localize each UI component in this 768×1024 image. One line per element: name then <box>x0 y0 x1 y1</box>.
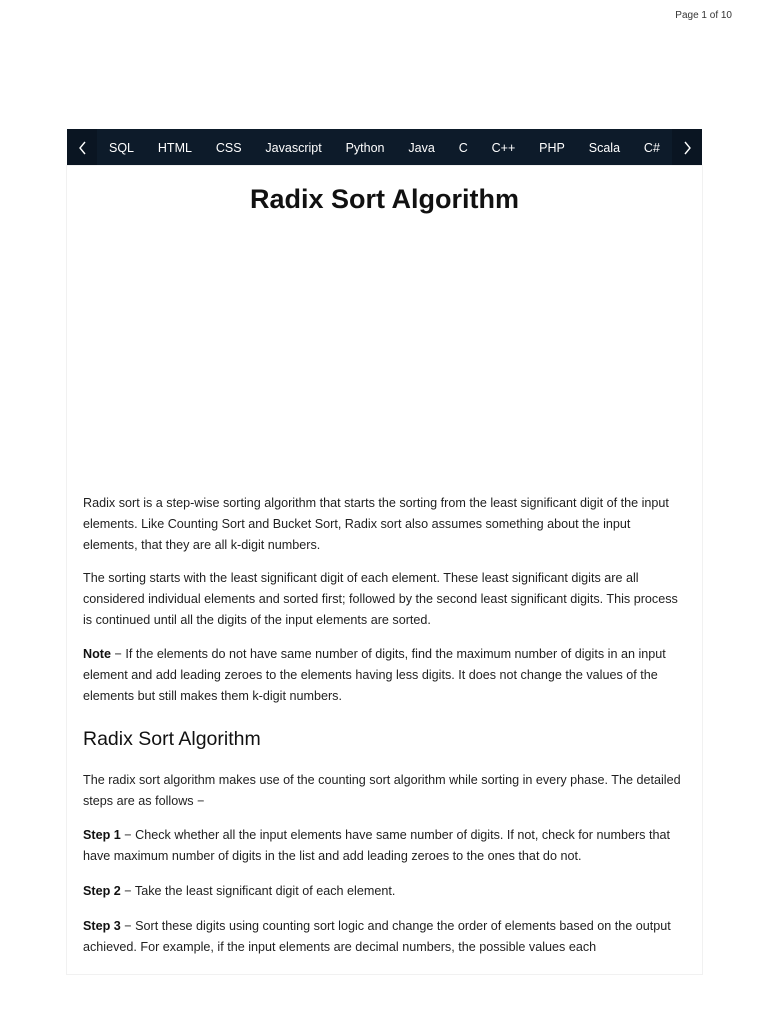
ad-placeholder <box>83 236 686 476</box>
article-content <box>67 166 702 974</box>
step-text: − Check whether all the input elements have same number of digits. If not, check for numbers that have maximum number of digits in the list and add leading zeroes to the ones that do not. <box>83 828 670 863</box>
section-heading: Radix Sort Algorithm <box>83 728 261 750</box>
note-text: − If the elements do not have same number of digits, find the maximum number of digits in an input element and add leading zeroes to the elements having less digits. It does not change the values of the elements but still makes them k-digit numbers. <box>83 647 666 703</box>
step-2 <box>83 881 683 902</box>
note-label: Note <box>83 647 111 661</box>
nav-item-javascript[interactable]: Javascript <box>265 140 322 155</box>
language-nav-bar <box>67 129 702 166</box>
chevron-right-icon[interactable] <box>672 129 702 166</box>
nav-item-python[interactable]: Python <box>345 140 385 155</box>
nav-item-java[interactable]: Java <box>408 140 435 155</box>
step-text: − Sort these digits using counting sort logic and change the order of elements based on the output achieved. For example, if the input elements are decimal numbers, the possible values each <box>83 919 671 954</box>
nav-item-csharp[interactable]: C# <box>643 140 660 155</box>
section-intro: The radix sort algorithm makes use of the counting sort algorithm while sorting in every phase. The detailed steps are as follows − <box>83 773 681 808</box>
chevron-left-icon[interactable] <box>67 129 97 166</box>
nav-item-php[interactable]: PHP <box>539 140 565 155</box>
intro-paragraph-2: The sorting starts with the least significant digit of each element. These least significant digits are all considered individual elements and sorted first; followed by the second least significant digits. This process is continued until all the digits of the input elements are sorted. <box>83 571 678 627</box>
nav-item-sql[interactable]: SQL <box>109 140 135 155</box>
step-label: Step 1 <box>83 828 121 842</box>
nav-item-css[interactable]: CSS <box>215 140 242 155</box>
step-1 <box>83 825 683 867</box>
nav-items <box>97 129 672 166</box>
intro-paragraph: Radix sort is a step-wise sorting algorithm that starts the sorting from the least significant digit of the input elements. Like Counting Sort and Bucket Sort, Radix sort also assumes something about the input elements, that they are all k-digit numbers. <box>83 496 669 552</box>
nav-item-cpp[interactable]: C++ <box>491 140 516 155</box>
page-counter: Page 1 of 10 <box>675 10 732 21</box>
nav-item-html[interactable]: HTML <box>157 140 192 155</box>
page-title: Radix Sort Algorithm <box>249 184 519 214</box>
step-3 <box>83 916 683 958</box>
nav-item-scala[interactable]: Scala <box>588 140 621 155</box>
step-label: Step 2 <box>83 884 121 898</box>
step-text: − Take the least significant digit of each element. <box>120 884 396 898</box>
step-label: Step 3 <box>83 919 121 933</box>
nav-item-c[interactable]: C <box>458 140 468 155</box>
note-paragraph <box>83 644 683 707</box>
